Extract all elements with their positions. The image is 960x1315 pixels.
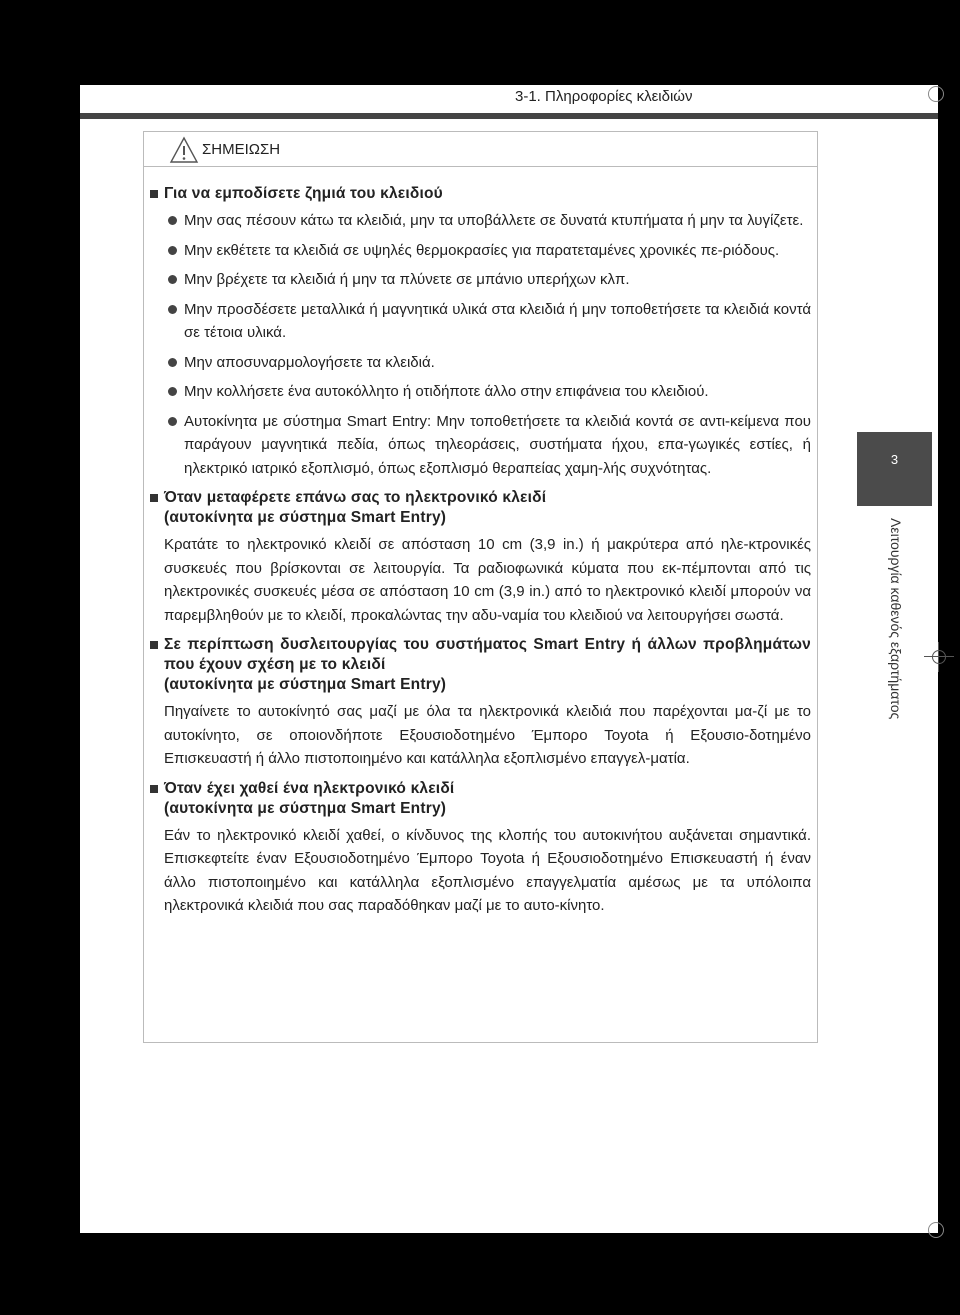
section-body: Πηγαίνετε το αυτοκίνητό σας μαζί με όλα τα ηλεκτρονικά κλειδιά που παρέχονται μα-ζί με το αυτοκίνητο, σε οποιονδήποτε Εξουσιοδοτημένο Έμπορο Toyota ή Εξουσιο-δοτημένο Επισκευαστή ή άλλο πιστοποιημένο και κατάλληλα εξοπλισμένο επαγγελ-ματία. xyxy=(164,703,811,767)
section-body: Κρατάτε το ηλεκτρονικό κλειδί σε απόσταση 10 cm (3,9 in.) ή μακρύτερα από ηλε-κτρονικές συσκευές που βρίσκονται σε λειτουργία. Τα ραδιοφωνικά κύματα που εκ-πέμπονται από τις ηλεκτρονικές συσκευές μέσα σε απόσταση 10 cm (3,9 in.) από το ηλεκτρονικό κλειδί μπορούν να παρεμβληθούν με το κλειδί, προκαλώντας την αδυ-ναμία του κλειδιού να λειτουργήσει σωστά. xyxy=(164,536,811,624)
section-malfunction xyxy=(144,635,811,771)
section-lost-key xyxy=(144,779,811,918)
section-subtitle: (αυτοκίνητα με σύστημα Smart Entry) xyxy=(164,676,447,693)
square-bullet-icon xyxy=(150,190,158,198)
bullet-dot-icon xyxy=(168,305,177,314)
note-box xyxy=(143,131,818,1043)
chapter-number-tab: 3 xyxy=(857,432,932,506)
section-title: Για να εμποδίσετε ζημιά του κλειδιού xyxy=(164,185,443,202)
bullet-dot-icon xyxy=(168,246,177,255)
square-bullet-icon xyxy=(150,494,158,502)
list-item: Μην αποσυναρμολογήσετε τα κλειδιά. xyxy=(164,351,811,375)
list-item: Μην κολλήσετε ένα αυτοκόλλητο ή οτιδήποτε άλλο στην επιφάνεια του κλειδιού. xyxy=(164,380,811,404)
bullet-dot-icon xyxy=(168,387,177,396)
note-content xyxy=(144,182,819,918)
registration-mark-icon xyxy=(924,642,954,672)
bullet-dot-icon xyxy=(168,358,177,367)
bullet-dot-icon xyxy=(168,417,177,426)
bullet-dot-icon xyxy=(168,275,177,284)
list-item: Μην προσδέσετε μεταλλικά ή μαγνητικά υλικά στα κλειδιά ή μην τοποθετήσετε τα κλειδιά κοντά σε τέτοια υλικά. xyxy=(164,298,811,345)
bullet-dot-icon xyxy=(168,216,177,225)
side-tab-blank xyxy=(857,119,932,432)
square-bullet-icon xyxy=(150,641,158,649)
list-item: Αυτοκίνητα με σύστημα Smart Entry: Μην τοποθετήσετε τα κλειδιά κοντά σε αντι-κείμενα που παράγουν μαγνητικά πεδία, όπως τηλεοράσεις, συστήματα ήχου, επα-γωγικές εστίες, ή ηλεκτρικό ιατρικό εξοπλισμό, όπως εξοπλισμό θεραπείας χαμη-λής συχνότητας. xyxy=(164,410,811,481)
corner-mark-icon xyxy=(928,1222,944,1238)
list-item: Μην βρέχετε τα κλειδιά ή μην τα πλύνετε σε μπάνιο υπερήχων κλπ. xyxy=(164,268,811,292)
section-title: Σε περίπτωση δυσλειτουργίας του συστήματος Smart Entry ή άλλων προβλημάτων που έχουν σχέση με το κλειδί xyxy=(164,636,811,673)
note-header xyxy=(144,132,817,167)
section-title: Όταν έχει χαθεί ένα ηλεκτρονικό κλειδί xyxy=(164,779,455,797)
section-subtitle: (αυτοκίνητα με σύστημα Smart Entry) xyxy=(164,509,447,526)
header-rule xyxy=(80,113,938,119)
corner-mark-icon xyxy=(928,86,944,102)
list-item: Μην σας πέσουν κάτω τα κλειδιά, μην τα υποβάλλετε σε δυνατά κτυπήματα ή μην τα λυγίζετε. xyxy=(164,209,811,233)
header-title: 3-1. Πληροφορίες κλειδιών xyxy=(515,88,693,105)
chapter-side-label: Λειτουργία καθενός εξαρτήματος xyxy=(888,518,904,720)
section-subtitle: (αυτοκίνητα με σύστημα Smart Entry) xyxy=(164,799,447,817)
section-carry-key xyxy=(144,488,811,627)
square-bullet-icon xyxy=(150,785,158,793)
section-key-damage xyxy=(144,184,811,480)
section-title: Όταν μεταφέρετε επάνω σας το ηλεκτρονικό κλειδί xyxy=(164,489,547,506)
section-body: Εάν το ηλεκτρονικό κλειδί χαθεί, ο κίνδυνος της κλοπής του αυτοκινήτου αυξάνεται σημαντικά. Επισκεφτείτε έναν Εξουσιοδοτημένο Έμπορο Toyota ή Εξουσιοδοτημένο Επισκευαστή ή έναν άλλο πιστοποιημένο και κατάλληλα εξοπλισμένο επαγγελματία αμέσως με τα υπόλοιπα ηλεκτρονικά κλειδιά που σας παραδόθηκαν μαζί με το αυτο-κίνητο. xyxy=(164,826,811,914)
list-item: Μην εκθέτετε τα κλειδιά σε υψηλές θερμοκρασίες για παρατεταμένες χρονικές πε-ριόδους. xyxy=(164,239,811,263)
note-title: ΣΗΜΕΙΩΣΗ xyxy=(202,141,281,158)
warning-icon xyxy=(169,136,199,164)
